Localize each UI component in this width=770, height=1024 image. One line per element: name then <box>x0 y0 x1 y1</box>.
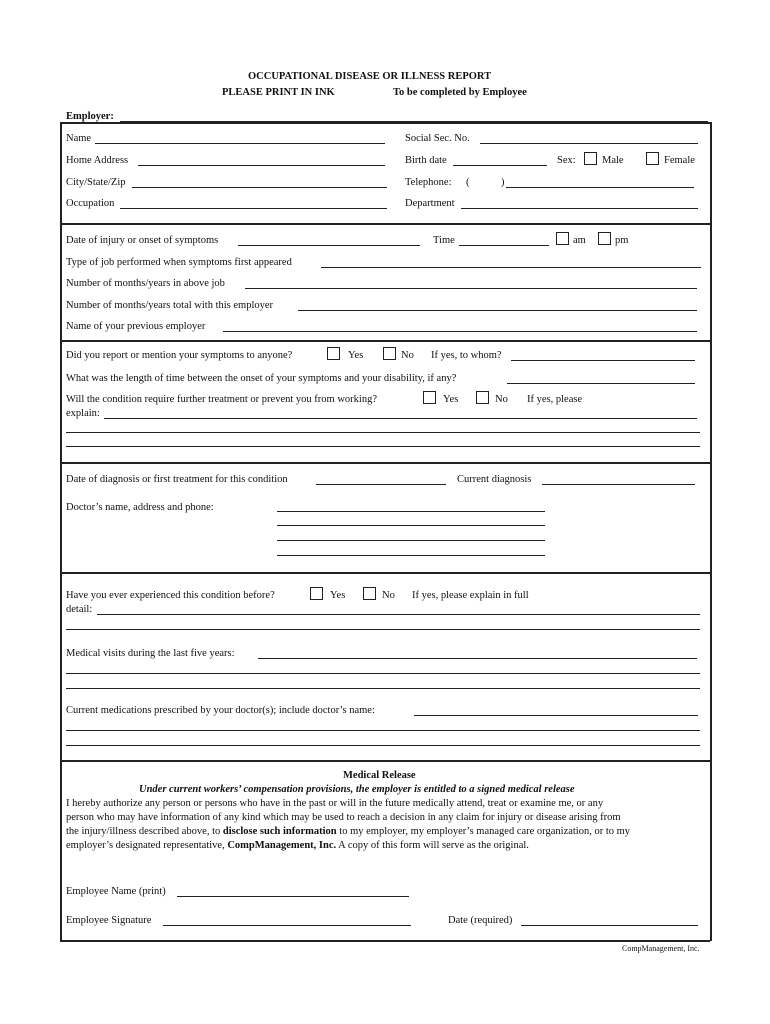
doctor-field-line[interactable] <box>277 540 545 541</box>
city-state-zip-field[interactable] <box>132 187 387 188</box>
name-label: Name <box>66 133 92 144</box>
doctor-field-line[interactable] <box>277 555 545 556</box>
divider <box>60 122 710 124</box>
experienced-label: Have you ever experienced this condition before? <box>66 590 275 601</box>
occupation-label: Occupation <box>66 198 115 209</box>
employer-label: Employer: <box>66 111 114 122</box>
female-checkbox[interactable] <box>646 152 659 165</box>
female-label: Female <box>664 155 695 166</box>
months-job-field[interactable] <box>245 288 697 289</box>
medical-visits-field[interactable] <box>258 658 697 659</box>
home-address-field[interactable] <box>138 165 385 166</box>
whom-label: If yes, to whom? <box>431 350 502 361</box>
report-no-label: No <box>401 350 414 361</box>
employee-signature-label: Employee Signature <box>66 915 152 926</box>
male-checkbox[interactable] <box>584 152 597 165</box>
date-injury-label: Date of injury or onset of symptoms <box>66 235 219 246</box>
months-total-label: Number of months/years total with this employer <box>66 300 274 311</box>
birth-date-field[interactable] <box>453 165 547 166</box>
release-line-4c: A copy of this form will serve as the original. <box>336 840 529 851</box>
employee-name-field[interactable] <box>177 896 409 897</box>
experienced-no-label: No <box>382 590 395 601</box>
date-required-label: Date (required) <box>448 915 513 926</box>
divider <box>60 462 710 464</box>
current-diagnosis-field[interactable] <box>542 484 695 485</box>
divider <box>60 940 710 942</box>
occupation-field[interactable] <box>120 208 387 209</box>
release-line-2: person who may have information of any kind which may be used to reach a decision in any claim for injury or disease arising from <box>66 812 621 823</box>
employee-name-label: Employee Name (print) <box>66 886 166 897</box>
telephone-label: Telephone: <box>405 177 452 188</box>
experienced-yes-checkbox[interactable] <box>310 587 323 600</box>
city-state-zip-label: City/State/Zip <box>66 177 126 188</box>
completed-by: To be completed by Employee <box>393 87 527 98</box>
treatment-yes-checkbox[interactable] <box>423 391 436 404</box>
explain-full-label: If yes, please explain in full <box>412 590 529 601</box>
divider <box>60 760 710 762</box>
release-company: CompManagement, Inc. <box>227 840 337 851</box>
divider <box>60 572 710 574</box>
job-type-label: Type of job performed when symptoms first appeared <box>66 257 292 268</box>
release-paragraph <box>66 797 706 853</box>
time-field[interactable] <box>459 245 549 246</box>
telephone-paren-open: ( <box>466 177 470 188</box>
treatment-yes-label: Yes <box>443 394 459 405</box>
name-field[interactable] <box>95 143 385 144</box>
doctor-field-line[interactable] <box>277 525 545 526</box>
if-yes-please-label: If yes, please <box>527 394 583 405</box>
explain-label: explain: <box>66 408 100 419</box>
time-label: Time <box>433 235 455 246</box>
employee-signature-field[interactable] <box>163 925 411 926</box>
medical-visits-line[interactable] <box>66 688 700 689</box>
release-line-4 <box>66 839 706 853</box>
experienced-yes-label: Yes <box>330 590 346 601</box>
release-subheading: Under current workers’ compensation provisions, the employer is entitled to a signed medical release <box>139 784 575 795</box>
am-label: am <box>573 235 586 246</box>
pm-checkbox[interactable] <box>598 232 611 245</box>
whom-field[interactable] <box>511 360 695 361</box>
pm-label: pm <box>615 235 629 246</box>
medications-line[interactable] <box>66 730 700 731</box>
job-type-field[interactable] <box>321 267 701 268</box>
male-label: Male <box>602 155 624 166</box>
experienced-no-checkbox[interactable] <box>363 587 376 600</box>
months-total-field[interactable] <box>298 310 697 311</box>
home-address-label: Home Address <box>66 155 129 166</box>
divider <box>60 223 710 225</box>
diagnosis-date-field[interactable] <box>316 484 446 485</box>
medications-field[interactable] <box>414 715 698 716</box>
further-treatment-label: Will the condition require further treatment or prevent you from working? <box>66 394 377 405</box>
telephone-paren-close: ) <box>501 177 505 188</box>
report-no-checkbox[interactable] <box>383 347 396 360</box>
release-line-3c: to my employer, my employer’s managed care organization, or to my <box>336 826 631 837</box>
release-line-3a: the injury/illness described above, to <box>66 826 223 837</box>
detail-label: detail: <box>66 604 93 615</box>
am-checkbox[interactable] <box>556 232 569 245</box>
explain-field[interactable] <box>104 418 697 419</box>
date-required-field[interactable] <box>521 925 698 926</box>
medical-visits-line[interactable] <box>66 673 700 674</box>
release-disclose: disclose such information <box>222 826 337 837</box>
prev-employer-label: Name of your previous employer <box>66 321 206 332</box>
sex-label: Sex: <box>557 155 576 166</box>
explain-field-line[interactable] <box>66 432 700 433</box>
doctor-field-line[interactable] <box>277 511 545 512</box>
explain-field-line[interactable] <box>66 446 700 447</box>
department-label: Department <box>405 198 455 209</box>
length-time-field[interactable] <box>507 383 695 384</box>
release-line-3 <box>66 825 706 839</box>
length-time-label: What was the length of time between the onset of your symptoms and your disability, if any? <box>66 373 457 384</box>
release-line-4a: employer’s designated representative, <box>66 840 228 851</box>
report-symptoms-label: Did you report or mention your symptoms to anyone? <box>66 350 293 361</box>
ssn-label: Social Sec. No. <box>405 133 470 144</box>
divider <box>60 340 710 342</box>
current-diagnosis-label: Current diagnosis <box>457 474 532 485</box>
footer-company: CompManagement, Inc. <box>622 944 700 953</box>
medical-visits-label: Medical visits during the last five years: <box>66 648 235 659</box>
diagnosis-date-label: Date of diagnosis or first treatment for this condition <box>66 474 288 485</box>
medications-line[interactable] <box>66 745 700 746</box>
report-yes-label: Yes <box>348 350 364 361</box>
birth-date-label: Birth date <box>405 155 447 166</box>
months-job-label: Number of months/years in above job <box>66 278 225 289</box>
release-line-1: I hereby authorize any person or persons who have in the past or will in the future medically attend, treat or examine me, or any <box>66 798 604 809</box>
telephone-field[interactable] <box>506 187 694 188</box>
treatment-no-checkbox[interactable] <box>476 391 489 404</box>
ssn-field[interactable] <box>480 143 698 144</box>
prev-employer-field[interactable] <box>223 331 697 332</box>
detail-field[interactable] <box>97 614 700 615</box>
print-instruction: PLEASE PRINT IN INK <box>222 87 335 98</box>
release-heading: Medical Release <box>343 770 416 781</box>
department-field[interactable] <box>461 208 698 209</box>
treatment-no-label: No <box>495 394 508 405</box>
date-injury-field[interactable] <box>238 245 420 246</box>
form-title: OCCUPATIONAL DISEASE OR ILLNESS REPORT <box>248 71 492 82</box>
medications-label: Current medications prescribed by your doctor(s); include doctor’s name: <box>66 705 375 716</box>
doctor-label: Doctor’s name, address and phone: <box>66 502 214 513</box>
detail-field-line[interactable] <box>66 629 700 630</box>
report-yes-checkbox[interactable] <box>327 347 340 360</box>
